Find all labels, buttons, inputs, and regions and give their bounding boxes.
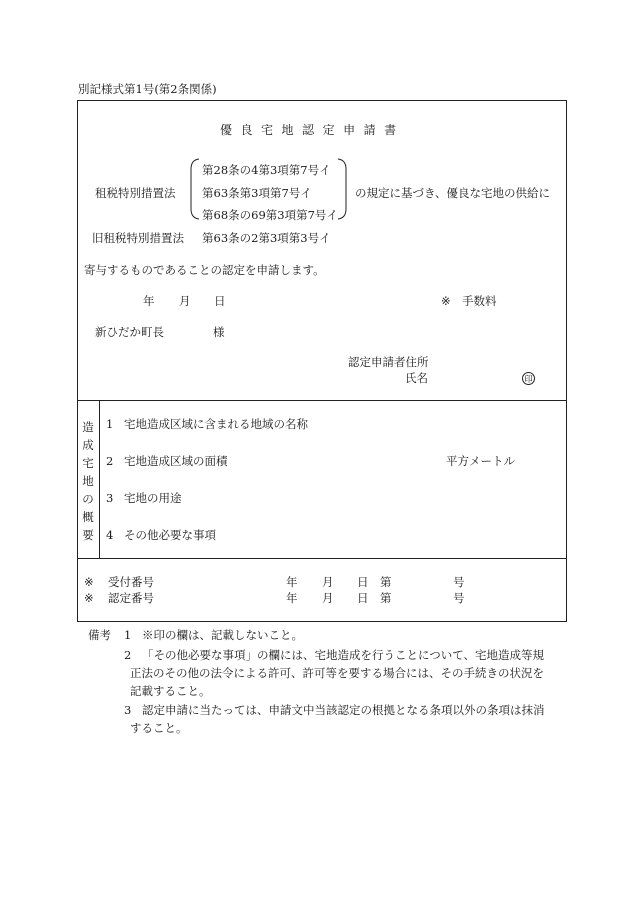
overview-item-4-num: 4 [106,528,114,542]
title-char: 定 [322,123,335,137]
note-3-line: すること。 [130,721,188,735]
note-2-line: 記載すること。 [130,684,211,698]
date-year: 年 [143,294,155,308]
note-1-line: ※印の欄は、記載しないこと。 [142,628,303,642]
note-2-line: 「その他必要な事項」の欄には、宅地造成を行うことについて、宅地造成等規 [142,648,545,662]
overview-heading-divider [99,400,100,558]
certification-dai: 第 [380,591,392,605]
receipt-mark: ※ [84,575,94,589]
receipt-month: 月 [322,575,334,589]
note-2-line: 正法のその他の法令による許可、許可等を要する場合には、その手続きの状況を [130,666,544,680]
note-3-line: 認定申請に当たっては、申請文中当該認定の根拠となる条項以外の条項は抹消 [142,703,545,717]
notes-heading: 備考 [88,628,111,642]
receipt-year: 年 [286,575,298,589]
receipt-number-label: 受付番号 [108,575,154,589]
old-law-label: 旧租税特別措置法 [92,231,184,245]
title-char: 申 [343,123,356,137]
overview-heading-char: 地 [82,474,94,488]
overview-heading-char: 宅 [82,456,94,470]
provision-2: 第63条第3項第7号イ [202,186,312,200]
numbers-divider [77,558,567,559]
left-bracket [187,157,201,221]
title-char: 認 [302,123,315,137]
certification-month: 月 [322,591,334,605]
certification-go: 号 [453,591,465,605]
title-char: 宅 [261,123,274,137]
title-char: 請 [363,123,376,137]
overview-heading-char: 造 [82,420,94,434]
overview-item-1-label: 宅地造成区域に含まれる地域の名称 [124,417,308,431]
request-text: 寄与するものであることの認定を申請します。 [84,263,325,277]
receipt-day: 日 [357,575,369,589]
area-unit: 平方メートル [446,454,515,468]
fee-label: 手数料 [462,294,497,308]
basis-text: の規定に基づき、優良な宅地の供給に [355,186,551,200]
date-day: 日 [214,294,226,308]
old-provision: 第63条の2第3項第3号イ [202,231,331,245]
certification-day: 日 [357,591,369,605]
seal-stamp: 印 [522,372,535,385]
overview-item-3-num: 3 [106,491,114,505]
title-char: 良 [240,123,253,137]
applicant-address-label: 認定申請者住所 [348,355,429,369]
certification-mark: ※ [84,591,94,605]
provision-3: 第68条の69第3項第7号イ [202,208,338,222]
title-char: 優 [220,123,233,137]
form-id: 別記様式第1号(第2条関係) [78,82,217,96]
addressee-name: 新ひだか町長 [95,325,164,339]
overview-heading-char: 概 [82,510,94,524]
receipt-dai: 第 [380,575,392,589]
overview-item-2-num: 2 [106,454,114,468]
certification-number-label: 認定番号 [108,591,154,605]
note-3-num: 3 [124,703,132,717]
title-char: 地 [281,123,294,137]
overview-item-1-num: 1 [106,417,114,431]
overview-item-4-label: その他必要な事項 [124,528,216,542]
form-frame [77,100,567,622]
note-1-num: 1 [124,628,132,642]
addressee-honorific: 様 [213,325,225,339]
certification-year: 年 [286,591,298,605]
applicant-name-label: 氏名 [405,371,428,385]
right-bracket [336,157,350,221]
fee-mark: ※ [441,294,451,308]
document-title [220,124,405,136]
overview-item-3-label: 宅地の用途 [124,491,182,505]
provision-1: 第28条の4第3項第7号イ [202,163,331,177]
overview-heading-char: 要 [82,528,94,542]
date-month: 月 [179,294,191,308]
overview-divider [77,400,567,401]
tax-law-label: 租税特別措置法 [95,186,176,200]
title-char: 書 [384,123,397,137]
overview-heading-char: 成 [82,438,94,452]
overview-item-2-label: 宅地造成区域の面積 [124,454,228,468]
overview-heading-char: の [82,492,94,506]
receipt-go: 号 [453,575,465,589]
note-2-num: 2 [124,648,132,662]
